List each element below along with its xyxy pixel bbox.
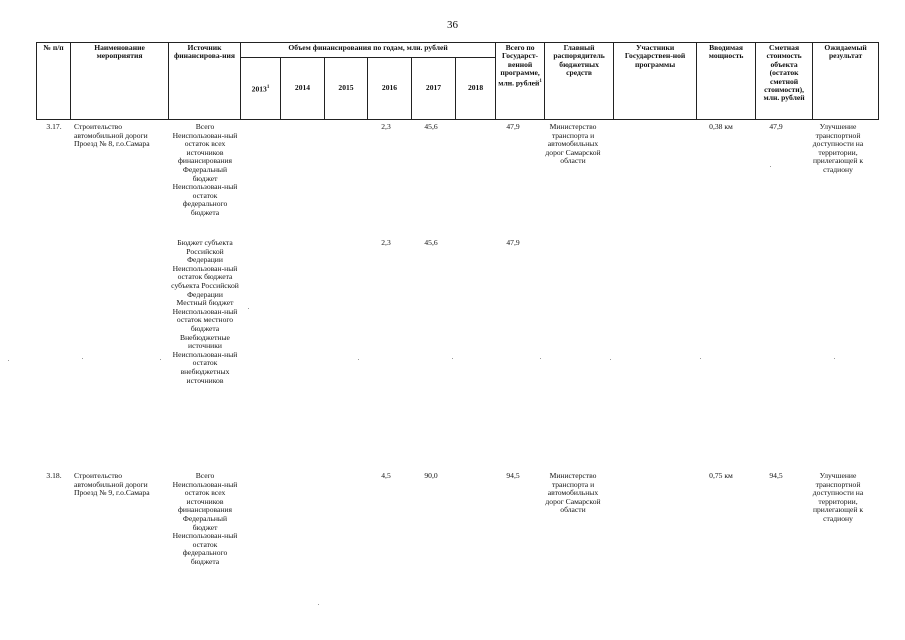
header-admin: Главный распорядитель бюджетных средств <box>545 43 614 120</box>
page-number: 36 <box>447 19 458 31</box>
row-result: Улучшение транспортной доступности на территории, прилегающей к стадиону <box>812 122 864 174</box>
row-cost: 47,9 <box>769 122 783 131</box>
scan-speck <box>452 358 453 359</box>
header-year-2016: 2016 <box>368 58 412 120</box>
row-result: Улучшение транспортной доступности на территории, прилегающей к стадиону <box>812 471 864 523</box>
header-total: Всего по Государст-венной программе, млн. рублей$^1$ <box>496 43 545 120</box>
table-header <box>36 42 873 120</box>
scan-speck <box>318 604 319 605</box>
row-capacity: 0,38 км <box>709 122 733 131</box>
header-year-2017: 2017 <box>412 58 456 120</box>
scan-speck <box>834 358 835 359</box>
header-source: Источник финансирова-ния <box>169 43 241 120</box>
row-admin: Министерство транспорта и автомобильных дорог Самарской области <box>545 471 601 515</box>
scan-speck <box>8 360 9 361</box>
scan-speck <box>770 166 771 167</box>
value-2016: 4,5 <box>381 471 391 480</box>
row-number: 3.17. <box>46 122 62 131</box>
row-sources: Всего Неиспользован-ный остаток всех источников финансирования Федеральный бюджет Неиспользован-ный остаток федерального бюджета <box>172 122 238 217</box>
header-participants: Участники Государствен-ной программы <box>614 43 697 120</box>
row-sources-regional: Бюджет субъекта Российской Федерации Неиспользован-ный остаток бюджета субъекта Российской Федерации Местный бюджет Неиспользован-ный остаток местного бюджета Внебюджетные источники Неиспользован-ный остаток внебюджетных источников <box>171 238 239 385</box>
row-sources: Всего Неиспользован-ный остаток всех источников финансирования Федеральный бюджет Неиспользован-ный остаток федерального бюджета <box>172 471 238 566</box>
header-year-2013: 2013$^1$ <box>241 58 281 120</box>
row-number: 3.18. <box>46 471 62 480</box>
header-funding-title: Объем финансирования по годам, млн. рублей <box>241 43 496 58</box>
row-cost: 94,5 <box>769 471 783 480</box>
value-total: 94,5 <box>506 471 520 480</box>
header-name: Наименование мероприятия <box>71 43 169 120</box>
header-result: Ожидаемый результат <box>813 43 879 120</box>
scan-speck <box>358 359 359 360</box>
row-admin: Министерство транспорта и автомобильных дорог Самарской области <box>545 122 601 166</box>
regional-value-2016: 2,3 <box>381 238 391 247</box>
value-total: 47,9 <box>506 122 520 131</box>
value-2017: 90,0 <box>424 471 438 480</box>
header-year-2015: 2015 <box>325 58 368 120</box>
row-capacity: 0,75 км <box>709 471 733 480</box>
scan-speck <box>610 359 611 360</box>
value-2016: 2,3 <box>381 122 391 131</box>
header-cost: Сметная стоимость объекта (остаток сметной стоимости), млн. рублей <box>756 43 813 120</box>
regional-value-2017: 45,6 <box>424 238 438 247</box>
regional-value-total: 47,9 <box>506 238 520 247</box>
scan-speck <box>700 358 701 359</box>
header-capacity: Вводимая мощность <box>697 43 756 120</box>
value-2017: 45,6 <box>424 122 438 131</box>
scan-speck <box>540 358 541 359</box>
header-year-2014: 2014 <box>281 58 325 120</box>
row-name: Строительство автомобильной дороги Проезд № 8, г.о.Самара <box>74 122 150 149</box>
scan-speck <box>160 359 161 360</box>
scan-speck <box>82 358 83 359</box>
header-year-2018: 2018 <box>456 58 496 120</box>
scan-speck <box>248 308 249 309</box>
row-name: Строительство автомобильной дороги Проезд № 9, г.о.Самара <box>74 471 150 498</box>
header-num: № п/п <box>37 43 71 120</box>
